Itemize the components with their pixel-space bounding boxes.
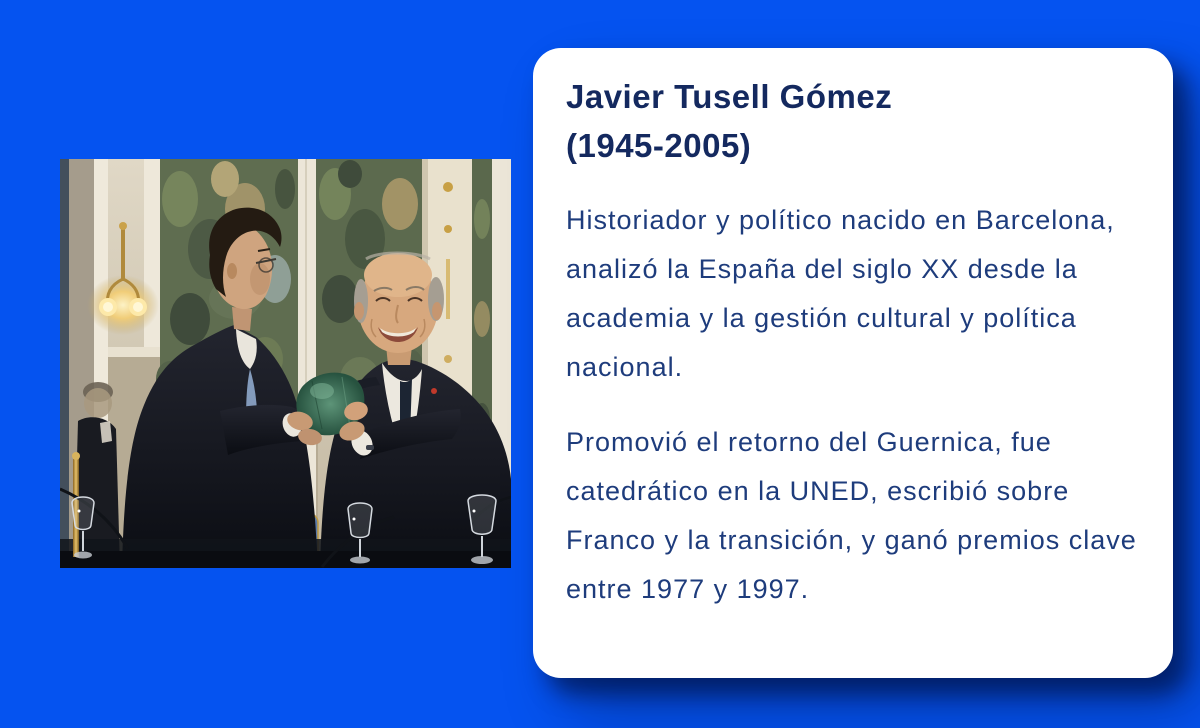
ceremony-photo-art <box>60 159 511 568</box>
bio-card <box>533 48 1173 678</box>
person-name: Javier Tusell Gómez <box>566 78 893 115</box>
person-name-title <box>566 72 1151 170</box>
bio-paragraph-2: Promovió el retorno del Guernica, fue catedrático en la UNED, escribió sobre Franco y la transición, y ganó premios clave entre 1977 y 1997. <box>566 427 1137 604</box>
ceremony-photo <box>60 159 511 568</box>
table-edge <box>60 539 511 568</box>
birth-death-years: (1945-2005) <box>566 127 752 164</box>
bio-paragraph-1: Historiador y político nacido en Barcelona, analizó la España del siglo XX desde la academia y la gestión cultural y política nacional. <box>566 205 1115 382</box>
